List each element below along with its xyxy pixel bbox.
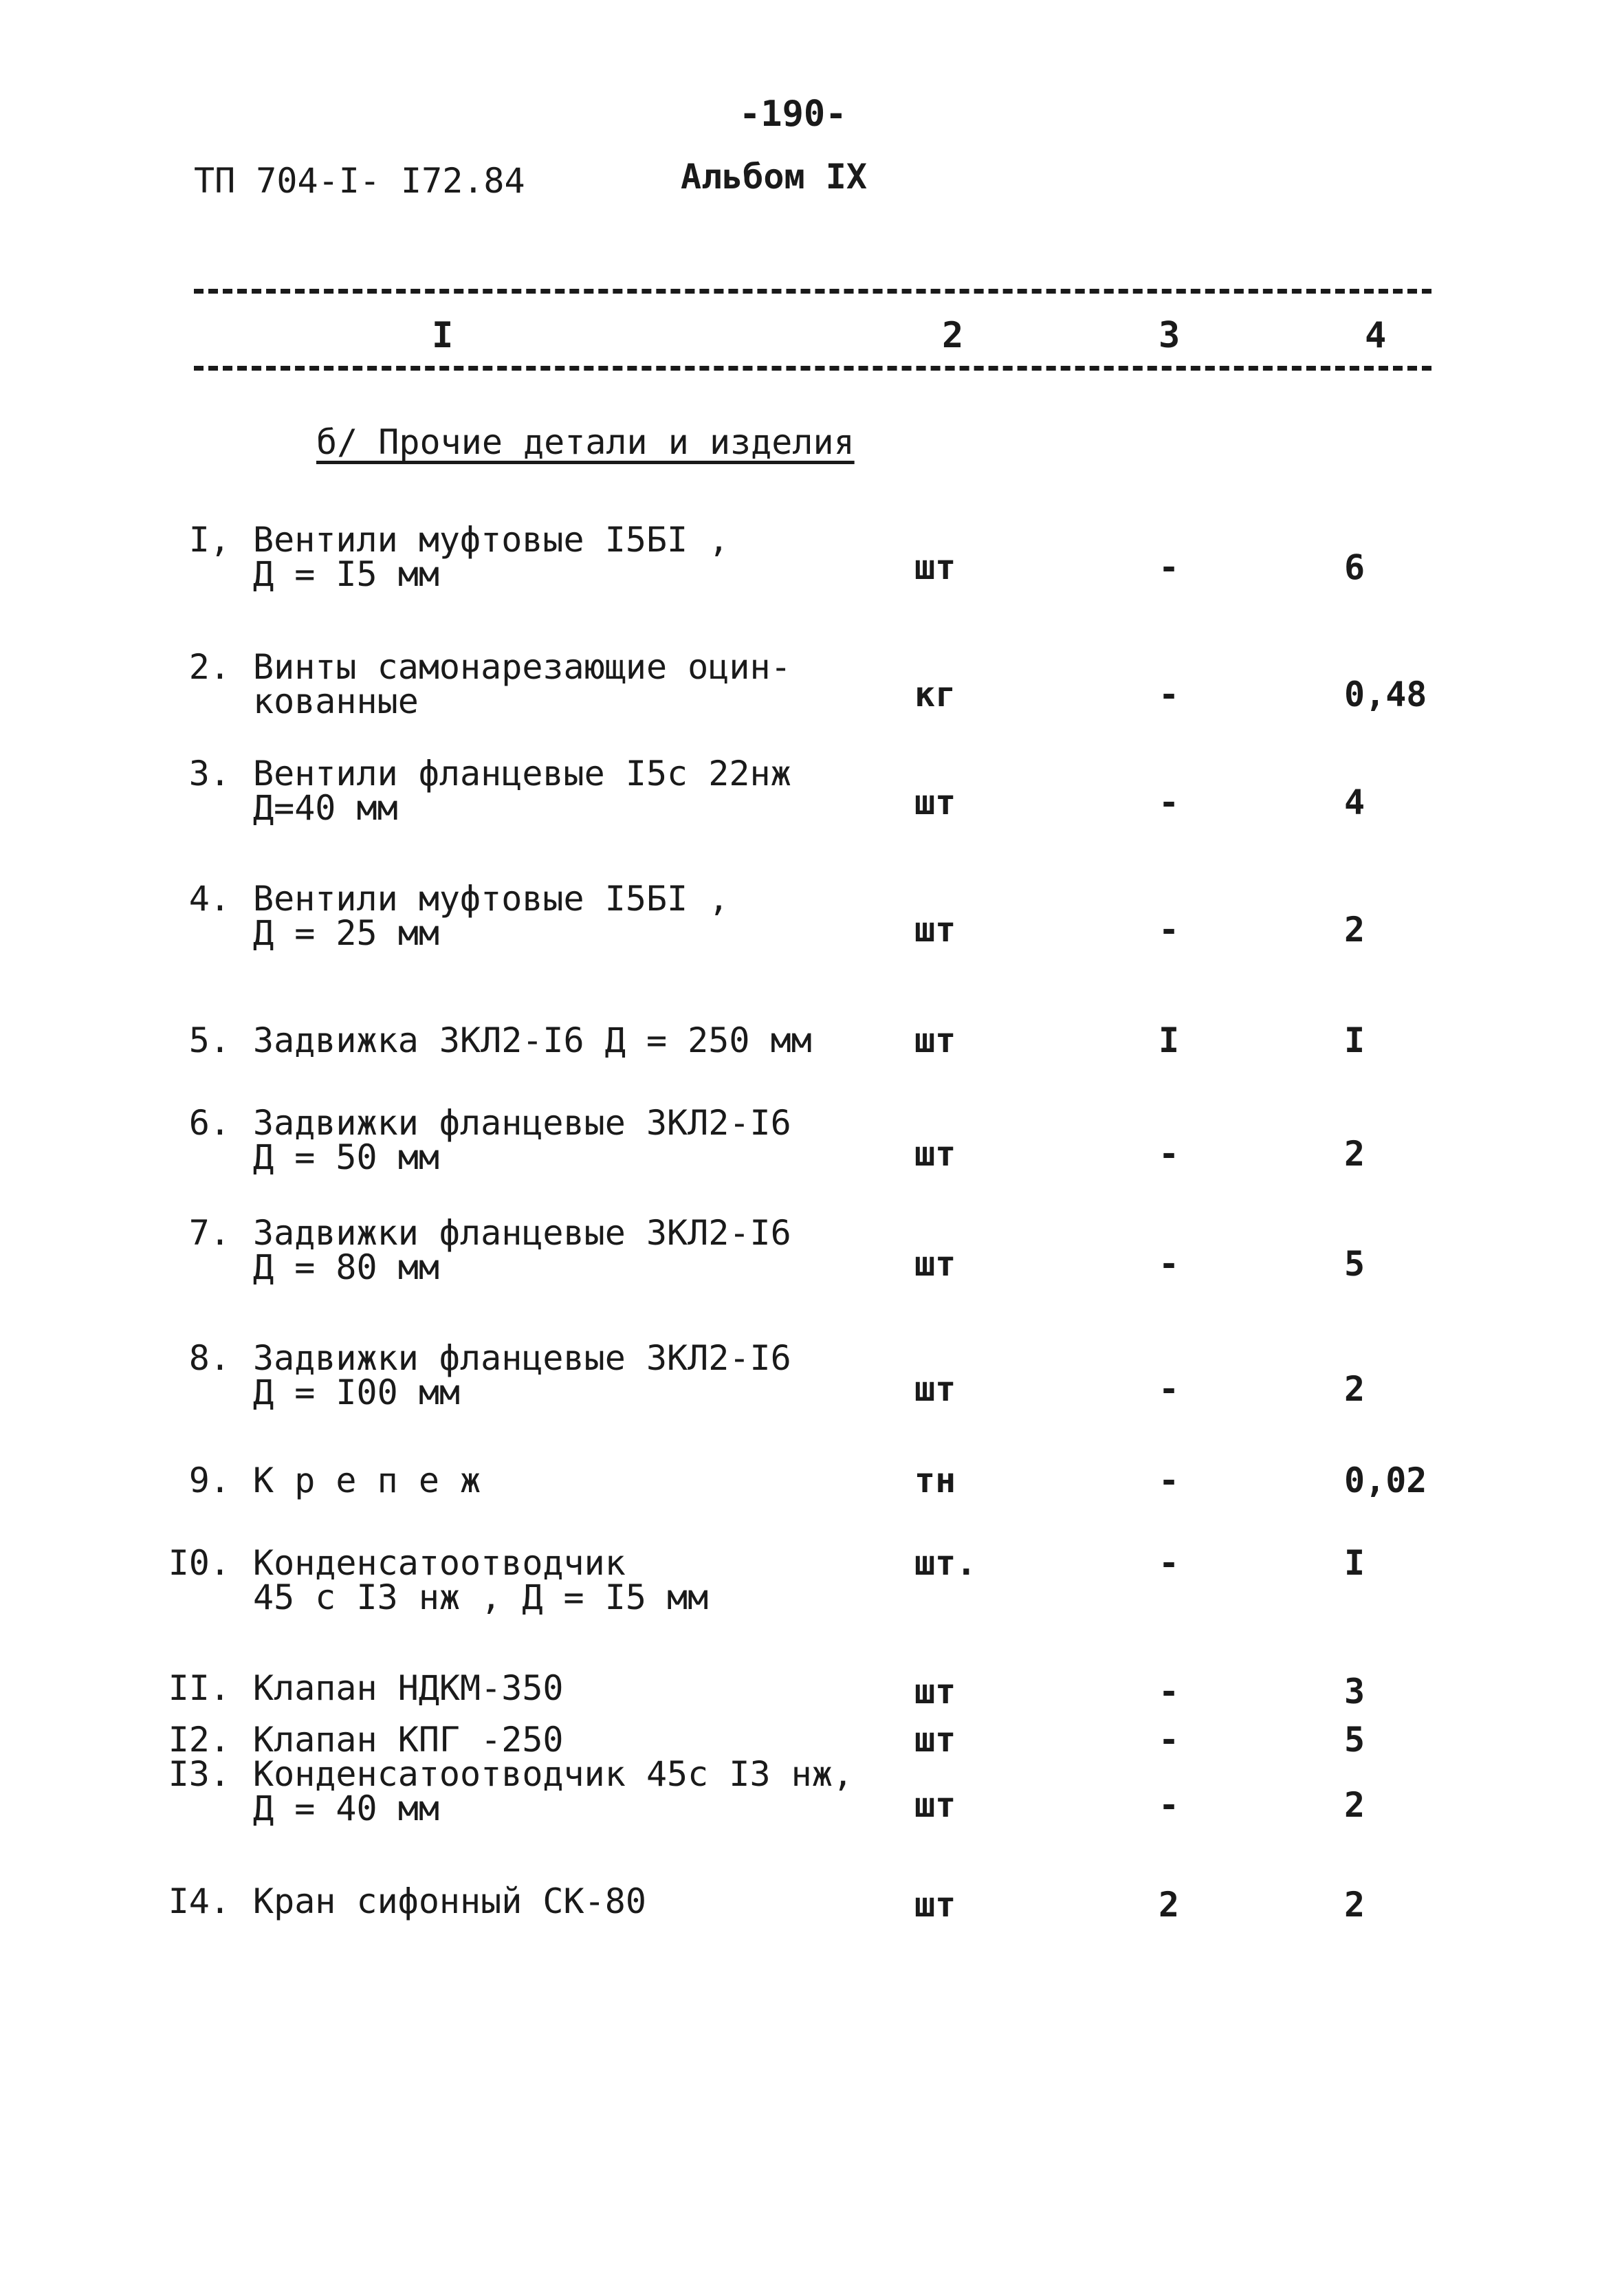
quantity-4: 2 [1344, 1885, 1365, 1925]
quantity-4: 2 [1344, 1785, 1365, 1825]
unit: шт [914, 1885, 956, 1925]
row-number: 9. [188, 1461, 230, 1500]
item-name: Винты самонарезающие оцин- кованные [253, 647, 791, 721]
quantity-3: - [1158, 910, 1180, 950]
quantity-4: 2 [1344, 1134, 1365, 1174]
item-name: Задвижка ЗКЛ2-I6 Д = 250 мм [253, 1020, 812, 1060]
column-header-4: 4 [1365, 315, 1387, 356]
section-title: б/ Прочие детали и изделия [316, 422, 855, 462]
unit: кг [914, 675, 956, 714]
item-name: Клапан НДКМ-350 [253, 1668, 564, 1708]
quantity-4: 5 [1344, 1720, 1365, 1760]
row-number: I2. [168, 1720, 230, 1760]
column-header-3: 3 [1159, 315, 1181, 356]
quantity-3: - [1158, 547, 1180, 587]
quantity-3: - [1158, 1543, 1180, 1583]
item-name: Конденсатоотводчик 45 с I3 нж , Д = I5 мм [253, 1543, 709, 1617]
album-label: Альбом IX [681, 157, 867, 197]
unit: шт [914, 1785, 956, 1825]
quantity-3: - [1158, 1720, 1180, 1760]
row-number: 2. [188, 647, 230, 687]
quantity-3: - [1158, 783, 1180, 822]
quantity-4: 0,02 [1344, 1461, 1427, 1500]
row-number: 4. [188, 879, 230, 919]
quantity-3: 2 [1158, 1885, 1180, 1925]
unit: шт [914, 1134, 956, 1174]
row-number: 3. [188, 754, 230, 794]
quantity-4: 2 [1344, 1369, 1365, 1409]
unit: шт [914, 783, 956, 822]
item-name: Задвижки фланцевые ЗКЛ2-I6 Д = 50 мм [253, 1103, 791, 1177]
item-name: Задвижки фланцевые ЗКЛ2-I6 Д = 80 мм [253, 1213, 791, 1287]
quantity-3: - [1158, 1461, 1180, 1500]
unit: шт [914, 547, 956, 587]
row-number: II. [168, 1668, 230, 1708]
column-header-2: 2 [942, 315, 964, 356]
item-name: Клапан КПГ -250 [253, 1720, 564, 1760]
item-name: Вентили муфтовые I5БI , Д = 25 мм [253, 879, 729, 953]
row-number: 5. [188, 1020, 230, 1060]
unit: шт [914, 910, 956, 950]
unit: тн [914, 1461, 956, 1500]
quantity-4: 4 [1344, 783, 1365, 822]
unit: шт [914, 1720, 956, 1760]
item-name: К р е п е ж [253, 1461, 481, 1500]
item-name: Кран сифонный СК-80 [253, 1881, 646, 1921]
quantity-4: 2 [1344, 910, 1365, 950]
row-number: I0. [168, 1543, 230, 1583]
quantity-4: 0,48 [1344, 675, 1427, 714]
row-number: I4. [168, 1881, 230, 1921]
quantity-3: - [1158, 1785, 1180, 1825]
unit: шт [914, 1020, 956, 1060]
quantity-3: I [1158, 1020, 1180, 1060]
item-name: Вентили фланцевые I5с 22нж Д=40 мм [253, 754, 791, 828]
quantity-3: - [1158, 1369, 1180, 1409]
table-top-rule [194, 289, 1431, 294]
row-number: 8. [188, 1338, 230, 1378]
page-number: -190- [739, 94, 847, 135]
quantity-4: 3 [1344, 1672, 1365, 1712]
row-number: I3. [168, 1754, 230, 1794]
unit: шт [914, 1244, 956, 1284]
quantity-3: - [1158, 1244, 1180, 1284]
quantity-4: 5 [1344, 1244, 1365, 1284]
quantity-3: - [1158, 1672, 1180, 1712]
item-name: Задвижки фланцевые ЗКЛ2-I6 Д = I00 мм [253, 1338, 791, 1412]
quantity-4: I [1344, 1543, 1365, 1583]
quantity-3: - [1158, 675, 1180, 714]
unit: шт [914, 1672, 956, 1712]
unit: шт. [914, 1543, 977, 1583]
row-number: 7. [188, 1213, 230, 1253]
item-name: Конденсатоотводчик 45с I3 нж, Д = 40 мм [253, 1754, 853, 1828]
table-header-rule [194, 366, 1431, 371]
column-header-1: I [432, 315, 454, 356]
quantity-4: 6 [1344, 547, 1365, 587]
unit: шт [914, 1369, 956, 1409]
document-code: ТП 704-I- I72.84 [194, 161, 525, 201]
row-number: I, [188, 520, 230, 560]
row-number: 6. [188, 1103, 230, 1143]
quantity-4: I [1344, 1020, 1365, 1060]
quantity-3: - [1158, 1134, 1180, 1174]
item-name: Вентили муфтовые I5БI , Д = I5 мм [253, 520, 729, 594]
